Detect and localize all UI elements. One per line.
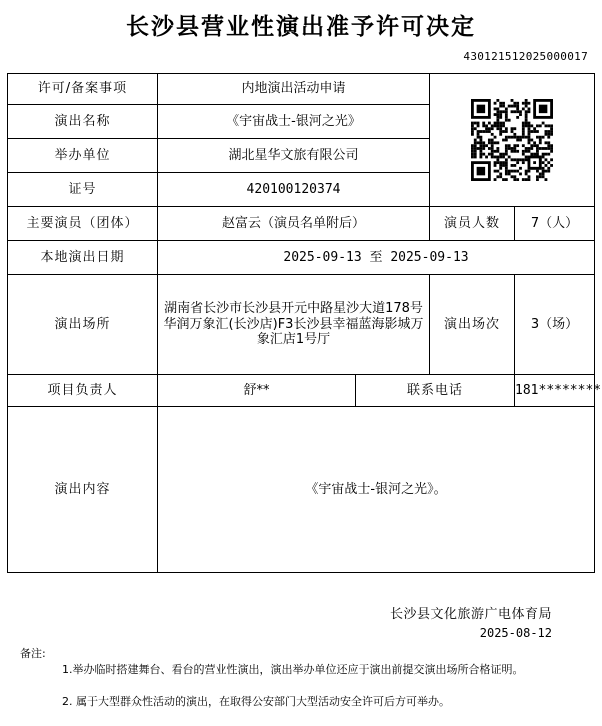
value-venue: 湖南省长沙市长沙县开元中路星沙大道178号华润万象汇(长沙店)F3长沙县幸福蓝海影城万象汇店1号厅: [158, 275, 430, 375]
value-main-performers: 赵富云（演员名单附后）: [158, 207, 430, 241]
label-local-dates: 本地演出日期: [8, 241, 158, 275]
value-show-name: 《宇宙战士-银河之光》: [158, 105, 430, 139]
document-number: 430121512025000017: [463, 50, 588, 63]
label-phone: 联系电话: [356, 375, 515, 407]
label-show-times: 演出场次: [430, 275, 515, 375]
value-show-times: 3（场）: [515, 275, 595, 375]
value-permit-type: 内地演出活动申请: [158, 74, 430, 105]
value-local-dates: 2025-09-13 至 2025-09-13: [158, 241, 595, 275]
value-phone: 181********: [515, 375, 595, 407]
value-organizer: 湖北星华文旅有限公司: [158, 139, 430, 173]
issue-date: 2025-08-12: [479, 626, 552, 640]
label-venue: 演出场所: [8, 275, 158, 375]
label-content: 演出内容: [8, 407, 158, 573]
value-content: 《宇宙战士-银河之光》。: [158, 407, 595, 573]
label-permit-type: 许可/备案事项: [8, 74, 158, 105]
notes-label: 备注:: [20, 647, 46, 660]
issuing-authority: 长沙县文化旅游广电体育局: [389, 607, 552, 622]
label-main-performers: 主要演员（团体）: [8, 207, 158, 241]
value-person-in-charge: 舒**: [158, 375, 356, 407]
label-person-in-charge: 项目负责人: [8, 375, 158, 407]
label-show-name: 演出名称: [8, 105, 158, 139]
permit-table: [7, 73, 602, 573]
label-organizer: 举办单位: [8, 139, 158, 173]
label-performer-count: 演员人数: [430, 207, 515, 241]
label-certificate-no: 证号: [8, 173, 158, 207]
qr-cell: [430, 74, 595, 207]
note-item: 1.举办临时搭建舞台、看台的营业性演出，演出举办单位还应于演出前提交演出场所合格证明。: [62, 663, 524, 676]
value-performer-count: 7（人）: [515, 207, 595, 241]
qr-code-icon: [471, 99, 553, 181]
value-certificate-no: 420100120374: [158, 173, 430, 207]
note-item: 2. 属于大型群众性活动的演出，在取得公安部门大型活动安全许可后方可举办。: [62, 695, 450, 708]
document-title: 长沙县营业性演出准予许可决定: [126, 13, 476, 40]
